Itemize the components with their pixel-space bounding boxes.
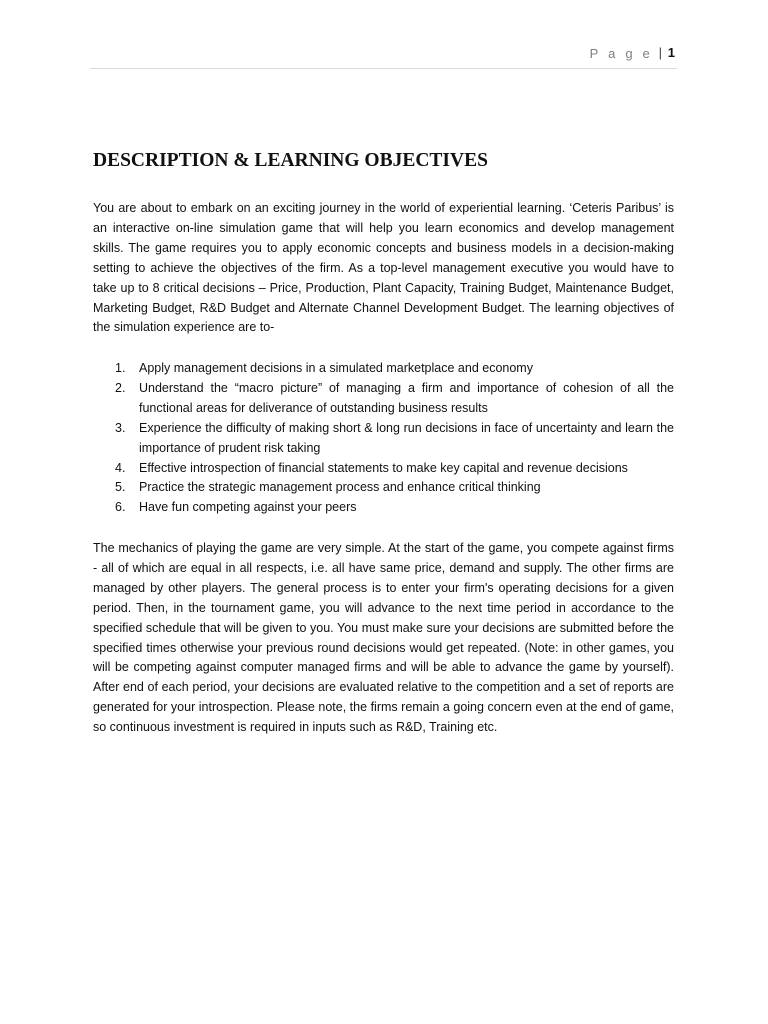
learning-objectives-list xyxy=(93,359,674,518)
objective-item xyxy=(93,419,674,459)
page-number: 1 xyxy=(667,45,675,60)
objective-text: Apply management decisions in a simulated marketplace and economy xyxy=(139,361,533,375)
objective-number: 2. xyxy=(115,380,126,395)
objective-text: Effective introspection of financial statements to make key capital and revenue decisions xyxy=(139,460,628,475)
objective-item xyxy=(93,478,674,498)
mechanics-paragraph: The mechanics of playing the game are very simple. At the start of the game, you compete against firms - all of which are equal in all respects, i.e. all have same price, demand and supply. The other firms are managed by other players. The general process is to enter your firm's operating decisions for a given period. Then, in the tournament game, you will advance to the next time period in accordance to the specified schedule that will be given to you. You must make sure your decisions are submitted before the specified times otherwise your previous round decisions would get repeated. (Note: in other games, you will be competing against computer managed firms and will be able to advance the game by yourself). After end of each period, your decisions are evaluated relative to the competition and a set of reports are generated for your introspection. Please note, the firms remain a going concern even at the end of game, so continuous investment is required in inputs such as R&D, Training etc. xyxy=(93,541,674,735)
section-heading: DESCRIPTION & LEARNING OBJECTIVES xyxy=(93,150,488,171)
objective-number: 3. xyxy=(115,420,126,435)
objective-item xyxy=(93,498,674,518)
objective-number: 6. xyxy=(115,500,126,515)
objective-item xyxy=(93,459,674,479)
intro-paragraph: You are about to embark on an exciting journey in the world of experiential learning. ‘Ceteris Paribus’ is an interactive on-line simulation game that will help you learn economics and develop management skills. The game requires you to apply economic concepts and business models in a decision-making setting to achieve the objectives of the firm. As a top-level management executive you would have to take up to 8 critical decisions – Price, Production, Plant Capacity, Training Budget, Maintenance Budget, Marketing Budget, R&D Budget and Alternate Channel Development Budget. The learning objectives of the simulation experience are to- xyxy=(93,201,674,335)
objective-text: Practice the strategic management process and enhance critical thinking xyxy=(139,480,541,495)
objective-text: Experience the difficulty of making short & long run decisions in face of uncertainty and learn the importance of prudent risk taking xyxy=(139,420,674,455)
page-label: P a g e xyxy=(589,46,653,61)
objective-number: 5. xyxy=(115,480,126,495)
objective-number: 1. xyxy=(115,361,126,375)
objective-text: Have fun competing against your peers xyxy=(139,500,357,515)
page-header xyxy=(90,44,677,69)
objective-item xyxy=(93,359,674,379)
objective-number: 4. xyxy=(115,460,126,475)
objective-text: Understand the “macro picture” of managing a firm and importance of cohesion of all the functional areas for deliverance of outstanding business results xyxy=(139,380,674,415)
objective-item xyxy=(93,379,674,419)
page-separator: | xyxy=(658,45,662,60)
